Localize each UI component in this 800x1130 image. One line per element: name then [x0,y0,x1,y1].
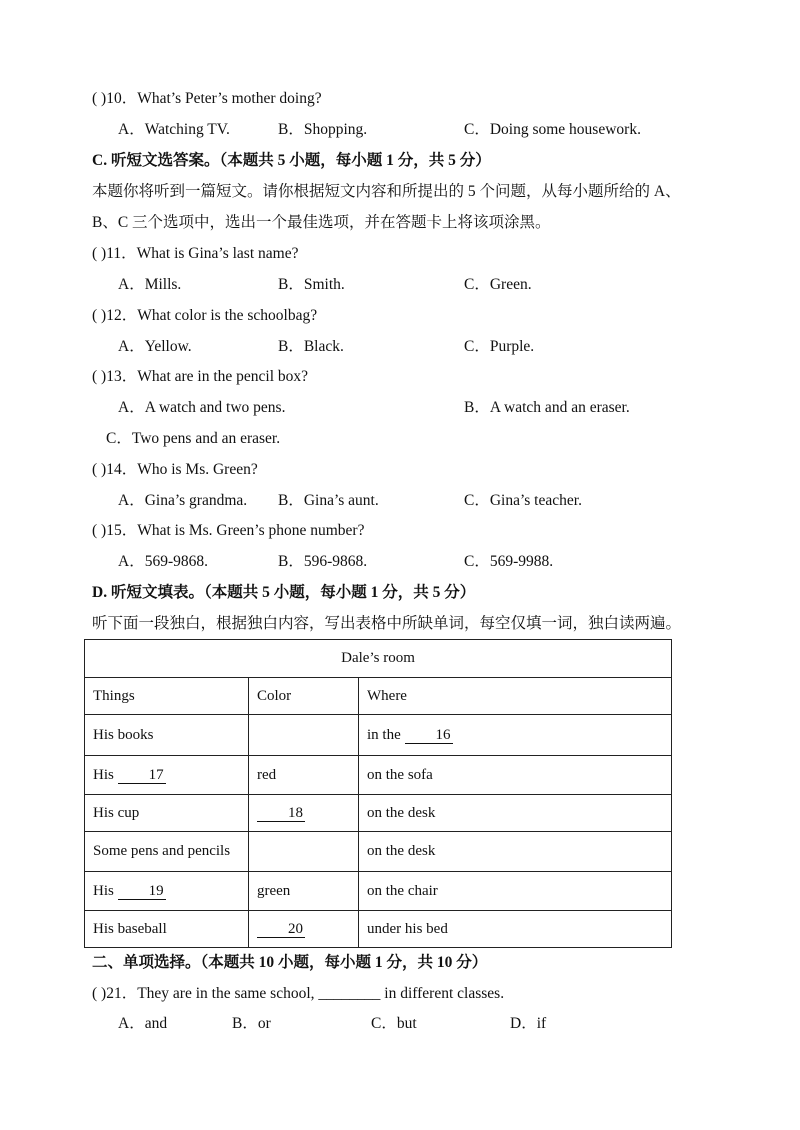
where-prefix: in the [367,726,401,743]
question-12-stem: ( )12．What color is the schoolbag? [92,307,318,324]
q13-option-b: B．A watch and an eraser. [464,399,630,416]
thing-cell: His baseball [85,911,249,948]
q14-option-c: C．Gina’s teacher. [464,492,582,509]
blank-19[interactable] [118,884,166,900]
header-where: Where [359,678,672,715]
section-d-instruction: 听下面一段独白，根据独白内容，写出表格中所缺单词，每空仅填一词，独白读两遍。 [92,615,682,632]
q14-option-b: B．Gina’s aunt. [278,492,379,509]
q11-option-b: B．Smith. [278,276,345,293]
q13-option-c: C．Two pens and an eraser. [106,430,281,447]
blank-18-number: 18 [288,804,303,821]
blank-17-number: 17 [148,766,164,783]
header-color: Color [249,678,359,715]
dales-room-table [84,639,672,948]
question-21-stem: ( )21．They are in the same school, ________ in different classes. [92,985,505,1002]
q15-option-c: C．569-9988. [464,553,554,570]
q21-option-a: A．and [118,1015,168,1032]
table-row [85,715,672,756]
section-c-instruction-2: B、C 三个选项中，选出一个最佳选项，并在答题卡上将该项涂黑。 [92,214,551,231]
q15-option-b: B．596-9868. [278,553,368,570]
color-cell [249,795,359,832]
header-things: Things [85,678,249,715]
q12-option-c: C．Purple. [464,338,535,355]
table-row [85,832,672,872]
color-cell [249,911,359,948]
table-row [85,911,672,948]
thing-cell [85,872,249,911]
q10-option-b: B．Shopping. [278,121,368,138]
thing-cell [85,756,249,795]
question-14-stem: ( )14．Who is Ms. Green? [92,461,258,478]
blank-17[interactable] [118,768,166,784]
thing-cell: His books [85,715,249,756]
q12-option-b: B．Black. [278,338,344,355]
table-row [85,795,672,832]
q21-option-b: B．or [232,1015,271,1032]
q21-option-c: C．but [371,1015,417,1032]
where-cell [359,715,672,756]
color-cell [249,715,359,756]
q14-option-a: A．Gina’s grandma. [118,492,248,509]
section-d-title: D. 听短文填表。（本题共 5 小题，每小题 1 分，共 5 分） [92,584,476,601]
q10-option-a: A．Watching TV. [118,121,230,138]
where-cell: on the desk [359,832,672,872]
where-cell: on the chair [359,872,672,911]
section-c-instruction-1: 本题你将听到一篇短文。请你根据短文内容和所提出的 5 个问题，从每小题所给的 A、 [92,183,681,200]
where-cell: on the sofa [359,756,672,795]
thing-prefix: His [93,766,114,783]
where-cell: on the desk [359,795,672,832]
blank-16[interactable] [405,728,453,744]
blank-20-number: 20 [288,920,303,937]
thing-prefix: His [93,882,114,899]
q12-option-a: A．Yellow. [118,338,192,355]
blank-18[interactable] [257,806,305,822]
q10-option-c: C．Doing some housework. [464,121,641,138]
where-cell: under his bed [359,911,672,948]
question-13-stem: ( )13．What are in the pencil box? [92,368,309,385]
section-c-title: C. 听短文选答案。（本题共 5 小题，每小题 1 分，共 5 分） [92,152,491,169]
section-2-title: 二、单项选择。（本题共 10 小题，每小题 1 分，共 10 分） [92,954,488,971]
color-cell: red [249,756,359,795]
q21-option-d: D．if [510,1015,547,1032]
thing-cell: Some pens and pencils [85,832,249,872]
question-15-stem: ( )15．What is Ms. Green’s phone number? [92,522,365,539]
q13-option-a: A．A watch and two pens. [118,399,286,416]
blank-16-number: 16 [435,726,451,743]
table-row [85,872,672,911]
q15-option-a: A．569-9868. [118,553,208,570]
table-header-row [85,678,672,715]
q11-option-c: C．Green. [464,276,532,293]
question-10-stem: ( )10．What’s Peter’s mother doing? [92,90,322,107]
question-11-stem: ( )11．What is Gina’s last name? [92,245,299,262]
blank-19-number: 19 [148,882,164,899]
blank-20[interactable] [257,922,305,938]
table-row [85,756,672,795]
color-cell: green [249,872,359,911]
color-cell [249,832,359,872]
thing-cell: His cup [85,795,249,832]
q11-option-a: A．Mills. [118,276,182,293]
table-title: Dale’s room [85,640,672,678]
